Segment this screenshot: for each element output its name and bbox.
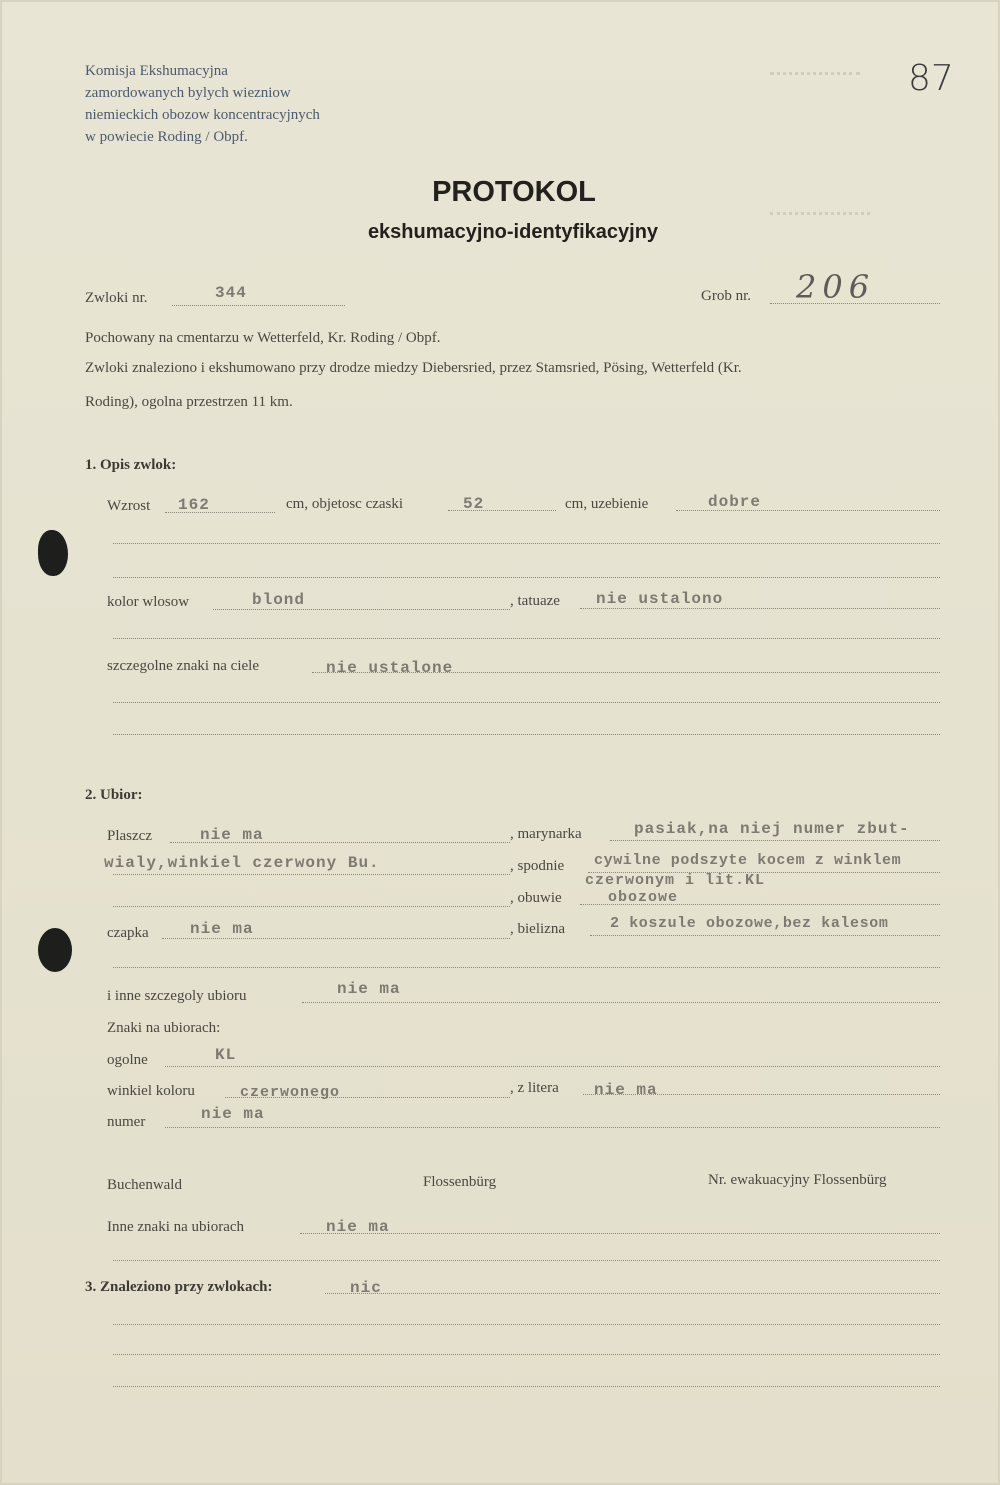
page-number: 87 bbox=[908, 58, 954, 99]
bielizna-value: 2 koszule obozowe,bez kalesom bbox=[610, 915, 889, 932]
obuwie-value: obozowe bbox=[608, 889, 679, 906]
header-line: Komisja Ekshumacyjna bbox=[85, 63, 228, 79]
ogolne-value: KL bbox=[215, 1046, 237, 1064]
znaki-label: szczegolne znaki na ciele bbox=[107, 658, 259, 674]
marynarka-value: pasiak,na niej numer zbut- bbox=[634, 820, 910, 838]
exhumation-route: Zwloki znaleziono i ekshumowano przy drodze miedzy Diebersried, przez Stamsried, Pösing, Wetterfeld (Kr. bbox=[85, 360, 742, 376]
marynarka-label: , marynarka bbox=[510, 826, 582, 842]
punch-hole-top bbox=[38, 530, 68, 576]
inne-label: i inne szczegoly ubioru bbox=[107, 988, 247, 1004]
burial-place: Pochowany na cmentarzu w Wetterfeld, Kr. Roding / Obpf. bbox=[85, 330, 441, 346]
spodnie-value: cywilne podszyte kocem z winklem bbox=[594, 852, 902, 869]
winkiel-label: winkiel koloru bbox=[107, 1083, 195, 1099]
uzebienie-label: cm, uzebienie bbox=[565, 496, 649, 512]
header-line: niemieckich obozow koncentracyjnych bbox=[85, 107, 320, 123]
litera-label: , z litera bbox=[510, 1080, 559, 1096]
tatuaze-value: nie ustalono bbox=[596, 590, 724, 608]
wlosy-label: kolor wlosow bbox=[107, 594, 190, 610]
header-line: zamordowanych bylych wiezniow bbox=[85, 85, 291, 101]
header-line: w powiecie Roding / Obpf. bbox=[85, 129, 248, 145]
buchenwald-label: Buchenwald bbox=[107, 1177, 182, 1193]
marynarka-value-cont: wialy,winkiel czerwony Bu. bbox=[104, 854, 380, 872]
znaki-value: nie ustalone bbox=[326, 659, 454, 677]
flossenburg-label: Flossenbürg bbox=[423, 1174, 497, 1190]
section-1-heading: 1. Opis zwlok: bbox=[85, 457, 177, 473]
tatuaze-label: , tatuaze bbox=[510, 593, 560, 609]
inne-znaki-value: nie ma bbox=[326, 1218, 390, 1236]
ewakuacyjny-label: Nr. ewakuacyjny Flossenbürg bbox=[708, 1172, 887, 1188]
bielizna-label: , bielizna bbox=[510, 921, 565, 937]
document-subtitle: ekshumacyjno-identyfikacyjny bbox=[367, 221, 659, 243]
numer-value: nie ma bbox=[201, 1105, 265, 1123]
czapka-label: czapka bbox=[107, 925, 149, 941]
punch-hole-bottom bbox=[38, 928, 72, 972]
zwloki-label: Zwloki nr. bbox=[85, 290, 148, 306]
section-3-heading: 3. Znaleziono przy zwlokach: bbox=[85, 1279, 273, 1295]
bleed-through-mark bbox=[770, 58, 860, 75]
plaszcz-label: Plaszcz bbox=[107, 828, 152, 844]
inne-value: nie ma bbox=[337, 980, 401, 998]
section-3-value: nic bbox=[350, 1279, 382, 1297]
wlosy-value: blond bbox=[252, 591, 306, 609]
czapka-value: nie ma bbox=[190, 920, 254, 938]
grob-label: Grob nr. bbox=[701, 288, 751, 304]
numer-label: numer bbox=[107, 1114, 146, 1130]
wzrost-label: Wzrost bbox=[107, 498, 151, 514]
section-2-heading: 2. Ubior: bbox=[85, 787, 143, 803]
znaki-ubiory-heading: Znaki na ubiorach: bbox=[107, 1020, 221, 1036]
obuwie-label: , obuwie bbox=[510, 890, 562, 906]
spodnie-value-cont: czerwonym i lit.KL bbox=[585, 872, 766, 889]
exhumation-route-cont: Roding), ogolna przestrzen 11 km. bbox=[85, 394, 293, 410]
winkiel-value: czerwonego bbox=[240, 1084, 341, 1101]
czaska-value: 52 bbox=[463, 495, 485, 513]
zwloki-value: 344 bbox=[215, 284, 247, 302]
inne-znaki-label: Inne znaki na ubiorach bbox=[107, 1219, 245, 1235]
grob-value: 206 bbox=[796, 268, 876, 306]
litera-value: nie ma bbox=[594, 1081, 658, 1099]
commission-header bbox=[85, 60, 320, 148]
document-title: PROTOKOL bbox=[432, 176, 596, 208]
ogolne-label: ogolne bbox=[107, 1052, 148, 1068]
plaszcz-value: nie ma bbox=[200, 826, 264, 844]
czaska-label: cm, objetosc czaski bbox=[286, 496, 404, 512]
wzrost-value: 162 bbox=[178, 496, 210, 514]
uzebienie-value: dobre bbox=[708, 493, 762, 511]
spodnie-label: , spodnie bbox=[510, 858, 565, 874]
